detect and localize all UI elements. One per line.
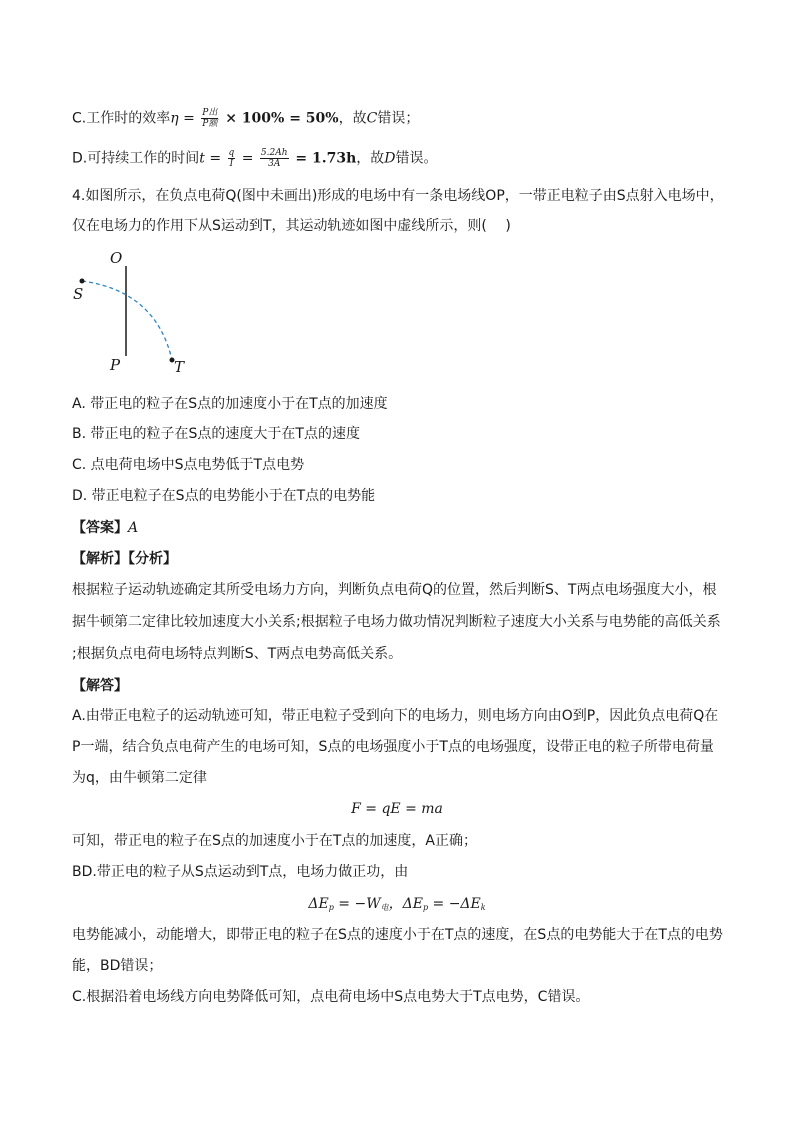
label-o: O — [110, 249, 123, 267]
d-prefix: D.可持续工作的时间 — [72, 150, 200, 167]
frac-num: P出 — [202, 108, 218, 118]
time-value: = 1.73h — [290, 150, 357, 167]
c-prefix: C.工作时的效率 — [72, 110, 171, 127]
solution-text-8: C.根据沿着电场线方向电势降低可知，点电荷电场中S点电势大于T点电势，C错误。 — [72, 989, 590, 1005]
c-letter: C — [366, 110, 378, 127]
solution-text-1: A.由带正电粒子的运动轨迹可知，带正电粒子受到向下的电场力，则电场方向由O到P，因此负点电荷Q在 — [72, 708, 719, 724]
frac-num: q — [228, 148, 235, 158]
solution-text-6: 电势能减小，动能增大，即带正电的粒子在S点的速度小于在T点的速度，在S点的电势能大于在T点的电势 — [72, 927, 723, 943]
answer-line — [72, 518, 138, 538]
f2-sub4: k — [480, 903, 486, 912]
analysis-text-1: 根据粒子运动轨迹确定其所受电场力方向，判断负点电荷Q的位置，然后判断S、T两点电场强度大小，根 — [72, 582, 717, 598]
time-fraction-2 — [260, 148, 289, 169]
d-tail: ，故 — [356, 150, 385, 167]
frac-den: I — [229, 159, 234, 169]
analysis-text-3: ;根据负点电荷电场特点判断S、T两点电势高低关系。 — [72, 646, 403, 662]
eq-sign: = — [237, 150, 258, 167]
label-s: S — [73, 285, 84, 303]
solution-text-7: 能，BD错误； — [72, 958, 163, 974]
eq-sign: = — [178, 110, 200, 127]
c-end: 错误； — [377, 110, 420, 127]
trajectory-path — [82, 281, 172, 360]
efficiency-fraction — [201, 108, 218, 129]
answer-value: A — [128, 520, 139, 536]
option-d-explanation — [72, 148, 438, 169]
solution-text-4: 可知，带正电的粒子在S点的加速度小于在T点的加速度，A正确； — [72, 833, 478, 849]
solution-text-5: BD.带正电的粒子从S点运动到T点，电场力做正功，由 — [72, 864, 409, 880]
f2-sub3: p — [422, 903, 429, 912]
eq-sign: = — [204, 150, 226, 167]
d-letter: D — [384, 150, 396, 167]
option-c: C. 点电荷电场中S点电势低于T点电势 — [72, 457, 305, 473]
newton-formula: F = qE = ma — [351, 801, 443, 817]
label-t: T — [174, 358, 185, 376]
eta-symbol: η — [170, 110, 179, 127]
frac-den: P额 — [202, 119, 218, 129]
solution-tag: 【解答】 — [72, 678, 128, 694]
f2-sub2: 电 — [380, 903, 389, 912]
answer-tag: 【答案】 — [72, 520, 128, 536]
f2-part4: = −ΔE — [428, 896, 481, 912]
frac-den: 3A — [268, 159, 281, 169]
question-line-2: 仅在电场力的作用下从S运动到T，其运动轨迹如图中虚线所示，则( ) — [72, 218, 511, 234]
label-p: P — [110, 356, 121, 374]
electric-field-figure — [66, 246, 206, 378]
t-symbol: t — [199, 150, 205, 167]
option-c-explanation — [72, 108, 419, 129]
option-b: B. 带正电的粒子在S点的速度大于在T点的速度 — [72, 426, 360, 442]
analysis-text-2: 据牛顿第二定律比较加速度大小关系;根据粒子电场力做功情况判断粒子速度大小关系与电势能的高低关系 — [72, 614, 721, 630]
point-s — [80, 279, 85, 284]
option-a: A. 带正电的粒子在S点的加速度小于在T点的加速度 — [72, 396, 388, 412]
solution-text-2: P一端，结合负点电荷产生的电场可知，S点的电场强度小于T点的电场强度，设带正电的粒子所带电荷量 — [72, 739, 714, 755]
f2-part3: ΔE — [402, 896, 423, 912]
option-d: D. 带正电粒子在S点的电势能小于在T点的电势能 — [72, 488, 376, 504]
solution-text-3: 为q，由牛顿第二定律 — [72, 770, 207, 786]
energy-formula — [0, 894, 794, 918]
c-tail: ，故 — [338, 110, 367, 127]
question-line-1: 4.如图所示，在负点电荷Q(图中未画出)形成的电场中有一条电场线OP，一带正电粒子由S点射入电场中， — [72, 188, 724, 204]
time-fraction-1 — [228, 148, 236, 169]
f2-sep: ， — [388, 896, 403, 912]
d-end: 错误。 — [395, 150, 438, 167]
f2-part2: = −W — [333, 896, 381, 912]
frac-num: 5.2Ah — [260, 148, 288, 158]
efficiency-value: × 100% = 50% — [220, 110, 339, 127]
f2-sub1: p — [328, 903, 334, 912]
f2-part1: ΔE — [308, 896, 329, 912]
analysis-tag: 【解析】【分析】 — [72, 551, 177, 567]
